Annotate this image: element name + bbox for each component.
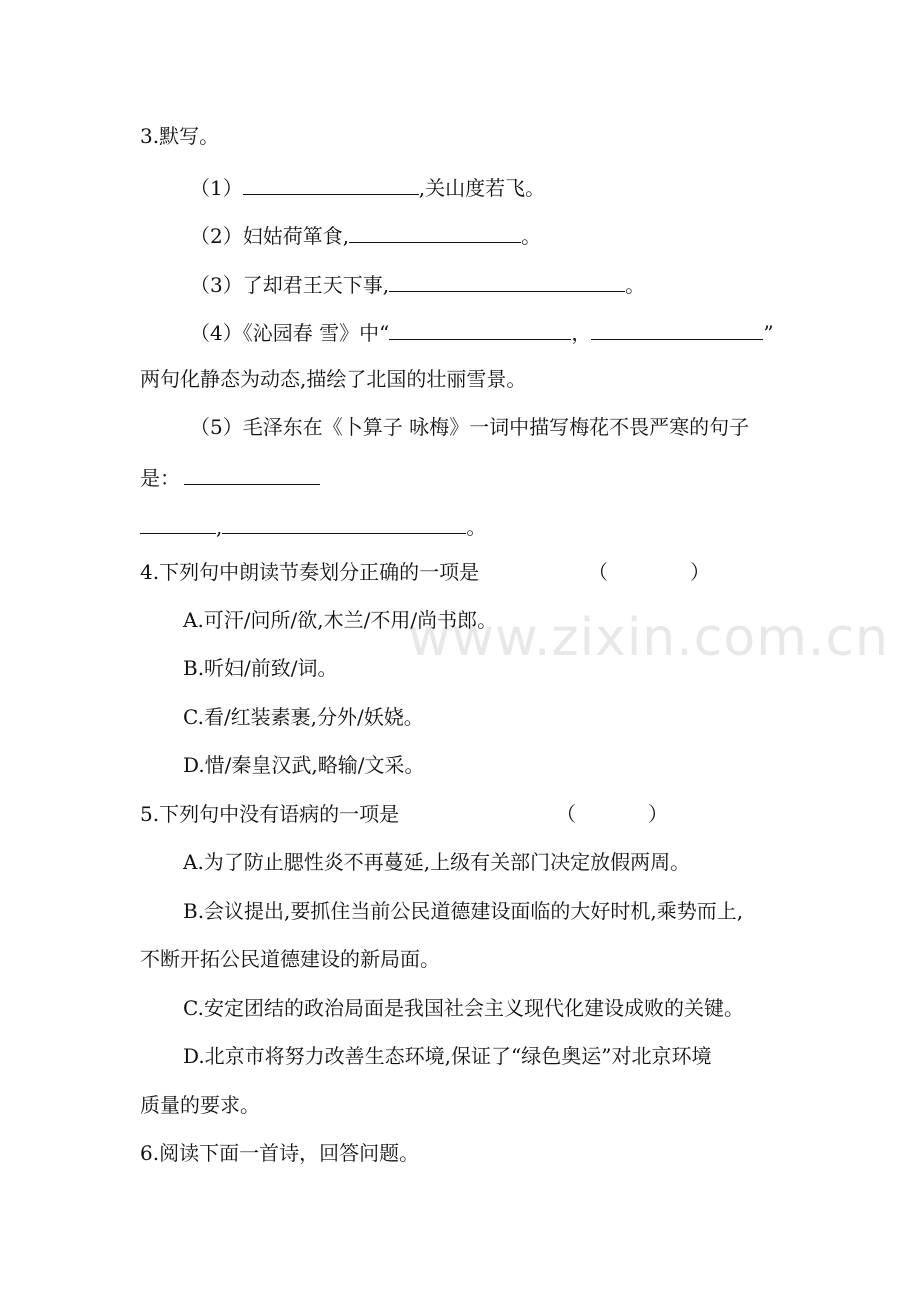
q5-answer-paren-close: ）: [648, 802, 668, 826]
q3-title: 3.默写。: [140, 124, 220, 148]
q4-option-a[interactable]: A.可汗/问所/欲,木兰/不用/尚书郎。: [183, 608, 498, 632]
q5-answer-paren-open: （: [556, 802, 576, 826]
q5-option-c[interactable]: C.安定团结的政治局面是我国社会主义现代化建设成败的关键。: [183, 996, 744, 1020]
q3-item-5-continuation: [140, 464, 320, 490]
q3-item-5-blank-3[interactable]: [222, 513, 466, 534]
q3-item-1-prefix: （1）: [190, 176, 243, 200]
q6-title: 6.阅读下面一首诗，回答问题。: [140, 1141, 420, 1165]
q3-item-4-blank-2[interactable]: [591, 319, 763, 340]
q3-item-5-prefix: 是：: [140, 466, 180, 490]
q3-item-3-prefix: （3）了却君王天下事,: [190, 273, 390, 297]
q4-option-b[interactable]: B.听妇/前致/词。: [183, 656, 338, 680]
q3-item-4: [190, 319, 774, 345]
q5-option-b-continuation: 不断开拓公民道德建设的新局面。: [140, 947, 440, 971]
watermark: www.zixin.com.cn: [408, 608, 889, 668]
q3-item-4-separator: ，: [571, 321, 592, 345]
q3-item-1-blank[interactable]: [243, 174, 419, 195]
q5-title: 5.下列句中没有语病的一项是: [140, 802, 400, 826]
q4-option-c[interactable]: C.看/红装素裹,分外/妖娆。: [183, 705, 424, 729]
q3-item-5-blank-2[interactable]: [140, 513, 216, 534]
q3-item-4-blank-1[interactable]: [389, 319, 571, 340]
q3-item-5-line-3: [140, 513, 486, 539]
q4-answer-paren-close: ）: [690, 560, 710, 584]
q4-option-d[interactable]: D.惜/秦皇汉武,略输/文采。: [183, 753, 425, 777]
q3-item-2-suffix: 。: [521, 224, 542, 248]
q3-item-1-suffix: ,关山度若飞。: [418, 176, 546, 200]
q5-option-d[interactable]: D.北京市将努力改善生态环境,保证了“绿色奥运”对北京环境: [183, 1044, 712, 1068]
q4-answer-paren-open: （: [588, 560, 608, 584]
q5-option-d-continuation: 质量的要求。: [140, 1093, 260, 1117]
q3-item-4-prefix: （4）《沁园春 雪》中“: [190, 321, 390, 345]
q3-item-5: （5）毛泽东在《卜算子 咏梅》一词中描写梅花不畏严寒的句子: [190, 415, 750, 439]
q3-item-4-continuation: 两句化静态为动态,描绘了北国的壮丽雪景。: [140, 367, 527, 391]
q3-item-1: [190, 174, 545, 200]
q3-item-4-suffix: ”: [763, 321, 774, 345]
q3-item-3: [190, 271, 645, 297]
q3-item-2: [190, 222, 541, 248]
q4-title: 4.下列句中朗读节奏划分正确的一项是: [140, 560, 480, 584]
q3-item-5-separator: ,: [216, 515, 223, 539]
q5-option-a[interactable]: A.为了防止腮性炎不再蔓延,上级有关部门决定放假两周。: [183, 850, 691, 874]
q3-item-5-suffix: 。: [466, 515, 487, 539]
q3-item-3-suffix: 。: [625, 273, 646, 297]
q3-item-2-prefix: （2）妇姑荷箪食,: [190, 224, 350, 248]
q3-item-3-blank[interactable]: [389, 271, 625, 292]
q3-item-5-blank-1[interactable]: [184, 464, 320, 485]
q3-item-2-blank[interactable]: [349, 222, 521, 243]
q5-option-b[interactable]: B.会议提出,要抓住当前公民道德建设面临的大好时机,乘势而上,: [183, 899, 744, 923]
